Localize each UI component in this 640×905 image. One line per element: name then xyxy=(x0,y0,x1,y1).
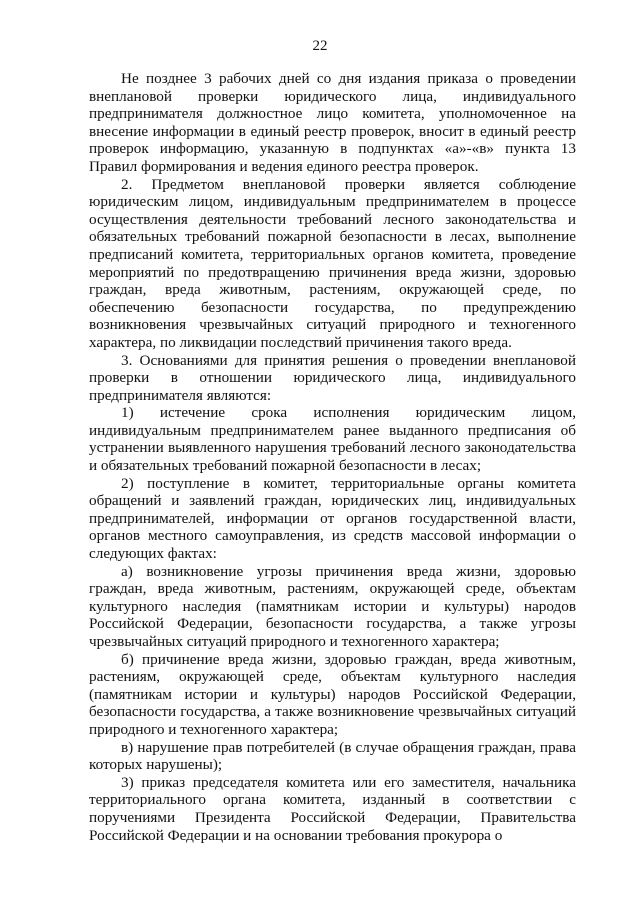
paragraph-ground-3: 3) приказ председателя комитета или его заместителя, начальника территориального органа комитета, изданный в соответствии с поручениями Президента Российской Федерации, Правительства Российской Федерации и на основании требования прокурора о xyxy=(89,773,576,844)
paragraph-subitem-a: а) возникновение угрозы причинения вреда жизни, здоровью граждан, вреда животным, растениям, окружающей среде, объектам культурного наследия (памятникам истории и культуры) народов Российской Федерации, безопасности государства, а также угрозы чрезвычайных ситуаций природного и техногенного характера; xyxy=(89,562,576,650)
paragraph-inspection-subject: 2. Предметом внеплановой проверки является соблюдение юридическим лицом, индивидуальным предпринимателем в процессе осуществления деятельности требований лесного законодательства и обязательных требований пожарной безопасности в лесах, выполнение предписаний комитета, территориальных органов комитета, проведение мероприятий по предотвращению причинения вреда жизни, здоровью граждан, вреда животным, растениям, окружающей среде, по обеспечению безопасности государства, по предупреждению возникновения чрезвычайных ситуаций природного и техногенного характера, по ликвидации последствий причинения такого вреда. xyxy=(89,175,576,351)
page-number: 22 xyxy=(312,38,328,54)
paragraph-grounds-intro: 3. Основаниями для принятия решения о проведении внеплановой проверки в отношении юридического лица, индивидуального предпринимателя являются: xyxy=(89,351,576,404)
document-body xyxy=(89,70,576,844)
paragraph-subitem-v: в) нарушение прав потребителей (в случае обращения граждан, права которых нарушены); xyxy=(89,738,576,774)
paragraph-ground-1: 1) истечение срока исполнения юридическим лицом, индивидуальным предпринимателем ранее выданного предписания об устранении выявленного нарушения требований лесного законодательства и обязательных требований пожарной безопасности в лесах; xyxy=(89,404,576,475)
paragraph-registry-entry: Не позднее 3 рабочих дней со дня издания приказа о проведении внеплановой проверки юридического лица, индивидуального предпринимателя должностное лицо комитета, уполномоченное на внесение информации в единый реестр проверок, вносит в единый реестр проверок информацию, указанную в подпунктах «а»-«в» пункта 13 Правил формирования и ведения единого реестра проверок. xyxy=(89,70,576,175)
paragraph-ground-2: 2) поступление в комитет, территориальные органы комитета обращений и заявлений граждан, юридических лиц, индивидуальных предпринимателей, информации от органов государственной власти, органов местного самоуправления, из средств массовой информации о следующих фактах: xyxy=(89,474,576,563)
paragraph-subitem-b: б) причинение вреда жизни, здоровью граждан, вреда животным, растениям, окружающей среде, объектам культурного наследия (памятникам истории и культуры) народов Российской Федерации, безопасности государства, а также возникновение чрезвычайных ситуаций природного и техногенного характера; xyxy=(89,650,576,738)
